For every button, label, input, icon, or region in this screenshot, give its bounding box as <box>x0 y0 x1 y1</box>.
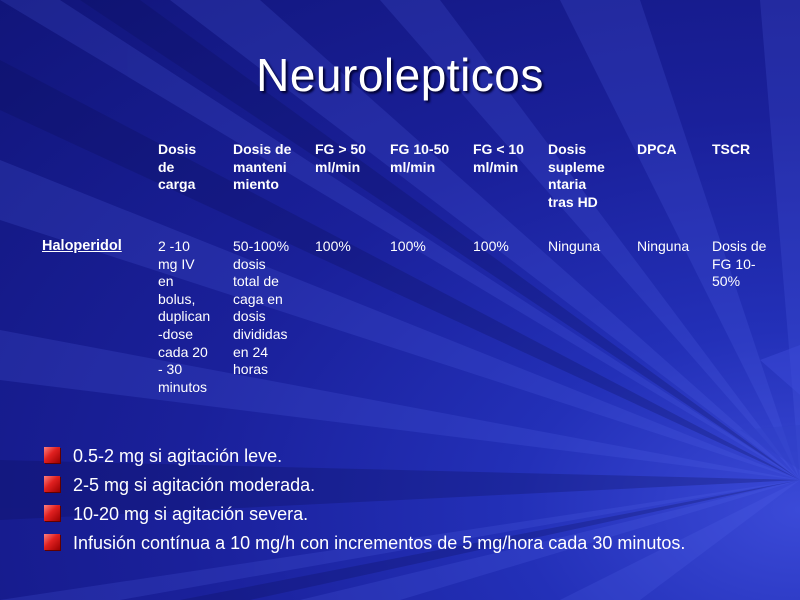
header-dosis-carga: Dosis de carga <box>158 141 197 193</box>
slide-title: Neurolepticos <box>256 49 544 101</box>
cell-dosis-suplementaria: Ninguna <box>548 238 601 254</box>
square-bullet-icon <box>44 476 60 492</box>
cell-fg-10-50: 100% <box>390 238 426 254</box>
cell-tscr: Dosis de FG 10- 50% <box>712 238 767 290</box>
cell-fg-mayor-50: 100% <box>315 238 351 254</box>
square-bullet-icon <box>44 534 60 550</box>
cell-fg-menor-10: 100% <box>473 238 509 254</box>
header-dosis-mantenimiento: Dosis de manteni miento <box>233 141 292 193</box>
row-label-haloperidol: Haloperidol <box>42 238 122 254</box>
header-fg-mayor-50: FG > 50 ml/min <box>315 141 366 175</box>
header-fg-menor-10: FG < 10 ml/min <box>473 141 524 175</box>
header-dpca: DPCA <box>637 141 677 157</box>
header-dosis-suplementaria: Dosis supleme ntaria tras HD <box>548 141 605 210</box>
cell-dosis-carga: 2 -10 mg IV en bolus, duplican -dose cada 20 - 30 minutos <box>158 238 211 395</box>
bullet-text: 10-20 mg si agitación severa. <box>73 504 309 524</box>
cell-dpca: Ninguna <box>637 238 690 254</box>
square-bullet-icon <box>44 505 60 521</box>
bullet-text: Infusión contínua a 10 mg/h con incrementos de 5 mg/hora cada 30 minutos. <box>73 533 686 553</box>
cell-dosis-mantenimiento: 50-100% dosis total de caga en dosis divididas en 24 horas <box>233 238 290 378</box>
bullet-text: 0.5-2 mg si agitación leve. <box>73 446 283 466</box>
header-fg-10-50: FG 10-50 ml/min <box>390 141 450 175</box>
square-bullet-icon <box>44 447 60 463</box>
bullet-text: 2-5 mg si agitación moderada. <box>73 475 316 495</box>
header-tscr: TSCR <box>712 141 751 157</box>
